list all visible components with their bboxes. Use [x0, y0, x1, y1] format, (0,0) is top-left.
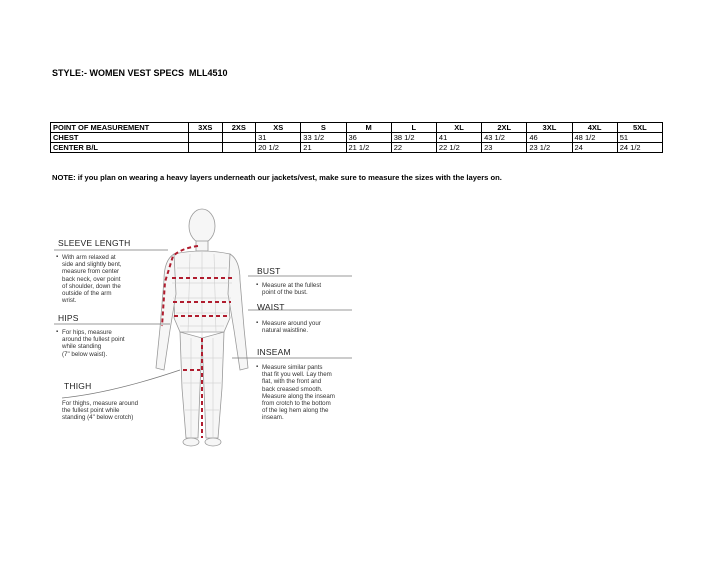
layering-note: NOTE: if you plan on wearing a heavy layers underneath our jackets/vest, make sure to measure the sizes with the layers on.: [52, 173, 502, 182]
table-cell: 22 1/2: [436, 143, 481, 153]
thigh-instructions: For thighs, measure around the fullest point while standing (4" below crotch): [62, 400, 139, 422]
header-cell: L: [391, 123, 436, 133]
waist-heading: WAIST: [257, 302, 285, 312]
table-cell: 22: [391, 143, 436, 153]
hips-instructions: ▪ For hips, measure around the fullest point while standing (7" below waist).: [62, 329, 125, 358]
table-cell: 38 1/2: [391, 133, 436, 143]
table-cell: [189, 143, 223, 153]
row-label: CENTER B/L: [51, 143, 189, 153]
sleeve-length-instructions: ▪ With arm relaxed at side and slightly bent, measure from center back neck, over point of shoulder, down the outside of the arm wrist.: [62, 254, 122, 304]
header-cell: 4XL: [572, 123, 617, 133]
measurement-guide: [52, 198, 372, 460]
table-cell: 33 1/2: [301, 133, 346, 143]
table-cell: 51: [617, 133, 662, 143]
bust-instructions: ▪ Measure at the fullest point of the bust.: [262, 282, 321, 296]
table-cell: 24: [572, 143, 617, 153]
header-cell: S: [301, 123, 346, 133]
header-cell: XL: [436, 123, 481, 133]
table-cell: 24 1/2: [617, 143, 662, 153]
inseam-heading: INSEAM: [257, 347, 291, 357]
header-cell: XS: [256, 123, 301, 133]
table-cell: 31: [256, 133, 301, 143]
table-cell: 46: [527, 133, 572, 143]
table-row: [51, 133, 663, 143]
style-title: STYLE:- WOMEN VEST SPECS MLL4510: [52, 68, 228, 78]
table-cell: [222, 133, 256, 143]
table-cell: 23: [482, 143, 527, 153]
table-row: [51, 143, 663, 153]
table-cell: 20 1/2: [256, 143, 301, 153]
bust-heading: BUST: [257, 266, 281, 276]
header-cell: 2XL: [482, 123, 527, 133]
table-cell: [189, 133, 223, 143]
inseam-instructions: ▪ Measure similar pants that fit you well. Lay them flat, with the front and back creased smooth. Measure along the inseam from crotch to the bottom of the leg hem along the inseam.: [262, 364, 335, 422]
header-cell: POINT OF MEASUREMENT: [51, 123, 189, 133]
thigh-heading: THIGH: [64, 381, 92, 391]
table-cell: 36: [346, 133, 391, 143]
table-cell: 21 1/2: [346, 143, 391, 153]
header-cell: 3XL: [527, 123, 572, 133]
header-cell: 2XS: [222, 123, 256, 133]
header-cell: M: [346, 123, 391, 133]
table-cell: 23 1/2: [527, 143, 572, 153]
waist-instructions: ▪ Measure around your natural waistline.: [262, 320, 321, 334]
table-cell: 43 1/2: [482, 133, 527, 143]
table-cell: 48 1/2: [572, 133, 617, 143]
table-header-row: [51, 123, 663, 133]
size-spec-table: [50, 122, 663, 153]
table-cell: 41: [436, 133, 481, 143]
hips-heading: HIPS: [58, 313, 79, 323]
sleeve-length-heading: SLEEVE LENGTH: [58, 238, 131, 248]
header-cell: 5XL: [617, 123, 662, 133]
table-cell: 21: [301, 143, 346, 153]
header-cell: 3XS: [189, 123, 223, 133]
row-label: CHEST: [51, 133, 189, 143]
table-cell: [222, 143, 256, 153]
